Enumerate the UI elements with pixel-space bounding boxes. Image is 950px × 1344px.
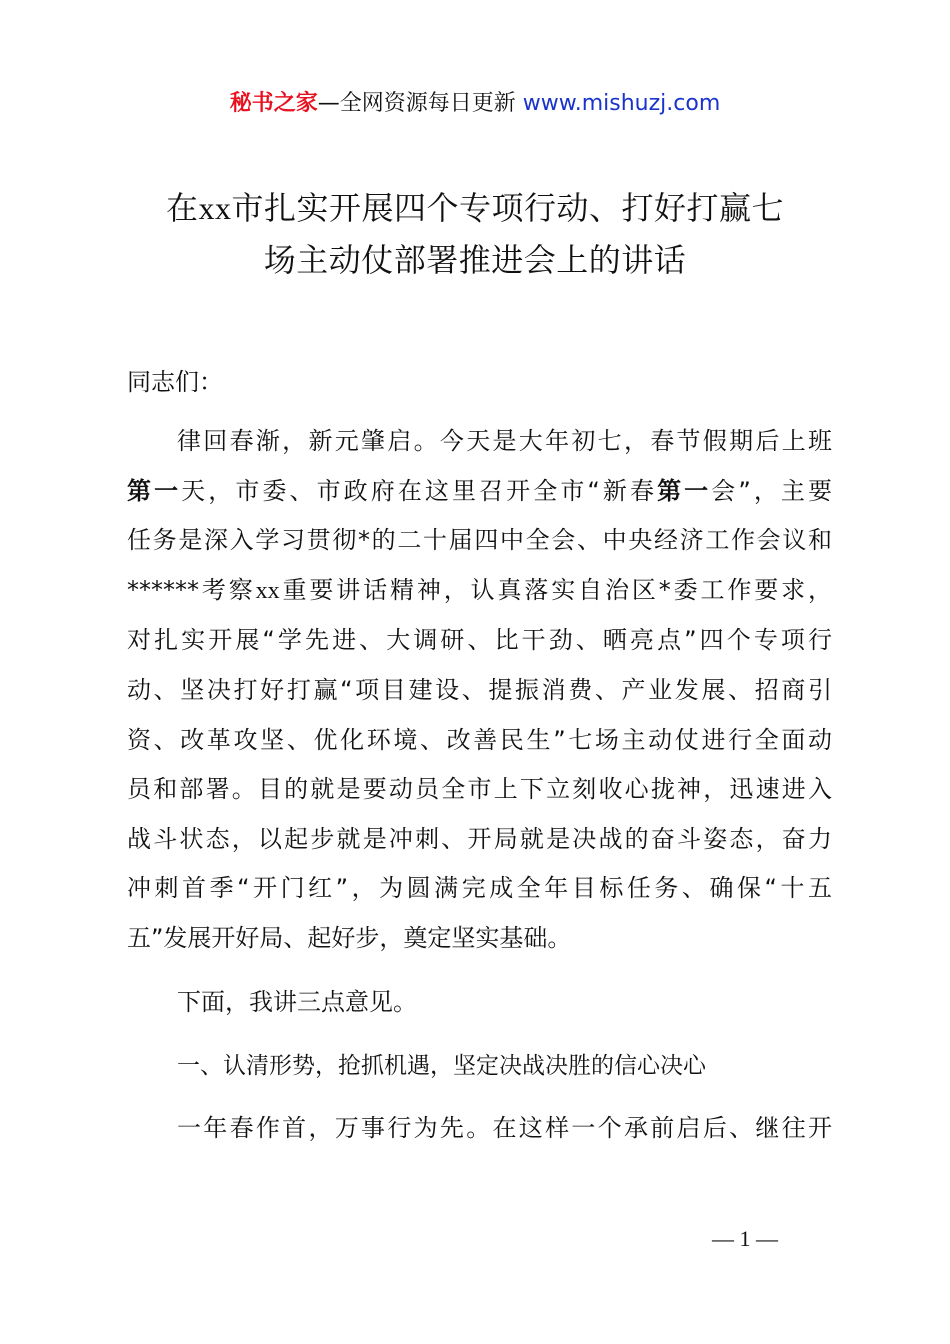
body-paragraph-3 [127,1104,832,1154]
paragraph-line: ******考察xx重要讲话精神，认真落实自治区*委工作要求， [127,575,832,604]
document-title [100,182,850,286]
paragraph-line: 五”发展开好局、起好步，奠定坚实基础。 [127,923,572,952]
title-line-2: 场主动仗部署推进会上的讲话 [263,241,687,279]
site-header [0,88,950,120]
paragraph-line: 冲刺首季“开门红”，为圆满完成全年目标任务、确保“十五 [127,874,832,903]
greeting: 同志们： [127,368,223,396]
paragraph-line: 战斗状态，以起步就是冲刺、开局就是决战的奋斗姿态，奋力 [127,824,832,853]
title-line-1: 在xx市扎实开展四个专项行动、打好打赢七 [165,189,785,227]
site-tagline: —全网资源每日更新 [317,91,516,116]
paragraph-line: 动、坚决打好打赢“项目建设、提振消费、产业发展、招商引 [127,675,832,704]
page-number: — 1 — [712,1226,778,1251]
paragraph-line: 资、改革攻坚、优化环境、改善民生”七场主动仗进行全面动 [127,725,832,754]
paragraph-line: 一年春作首，万事行为先。在这样一个承前启后、继往开 [177,1114,832,1142]
paragraph-line: 任务是深入学习贯彻*的二十届四中全会、中央经济工作会议和 [127,526,832,555]
body-paragraph-2 [127,978,832,1028]
site-url-link[interactable]: www.mishuzj.com [522,91,721,116]
paragraph-line: 第一天，市委、市政府在这里召开全市“新春第一会”，主要 [127,476,833,505]
paragraph-line: 对扎实开展“学先进、大调研、比干劲、晒亮点”四个专项行 [127,626,832,655]
body-paragraph-1 [127,417,832,964]
section-heading-1: 一、认清形势，抢抓机遇，坚定决战决胜的信心决心 [177,1053,706,1079]
paragraph-line: 下面，我讲三点意见。 [177,988,417,1016]
site-brand: 秘书之家 [229,91,318,116]
paragraph-line: 员和部署。目的就是要动员全市上下立刻收心拢神，迅速进入 [127,775,832,804]
paragraph-line: 律回春渐，新元肇启。今天是大年初七，春节假期后上班 [177,427,832,455]
